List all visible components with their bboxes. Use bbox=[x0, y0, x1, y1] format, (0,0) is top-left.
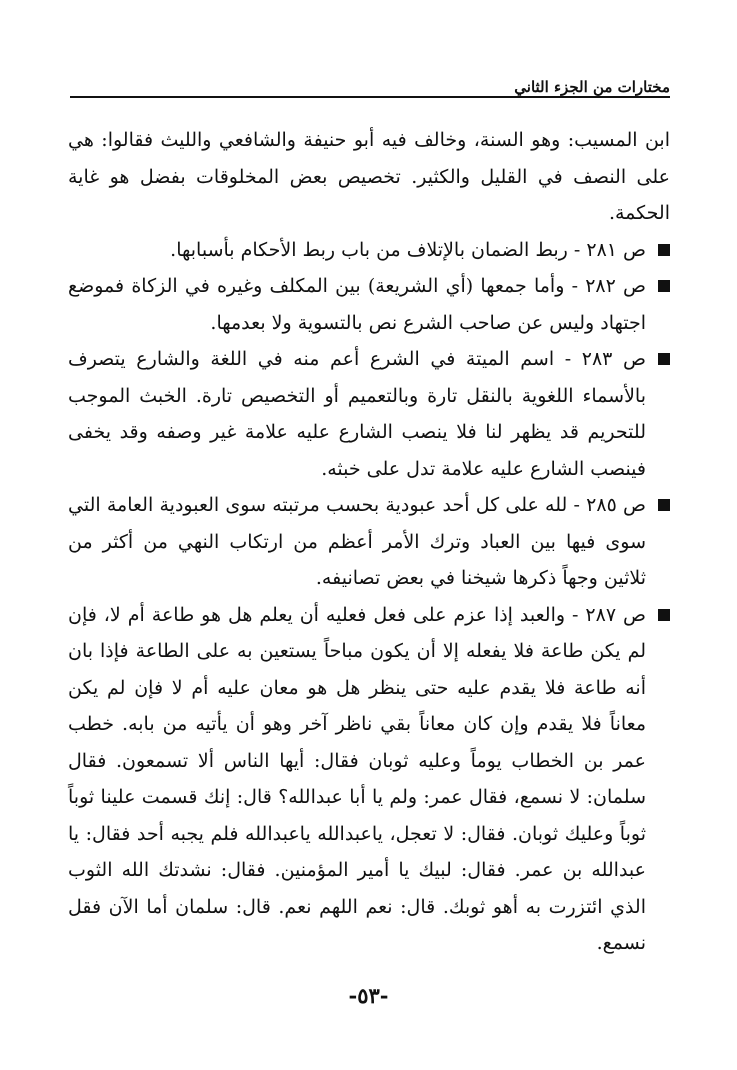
entry-page-287 bbox=[68, 597, 670, 962]
entry-page-282 bbox=[68, 268, 670, 341]
intro-paragraph: ابن المسيب: وهو السنة، وخالف فيه أبو حنيفة والشافعي والليث فقالوا: هي على النصف في القليل والكثير. تخصيص بعض المخلوقات بفضل هو غاية الحكمة. bbox=[68, 129, 670, 224]
square-bullet-icon bbox=[658, 244, 670, 256]
page-number: -٥٣- bbox=[348, 983, 389, 1008]
entry-text: ص ٢٨٧ - والعبد إذا عزم على فعل فعليه أن يعلم هل هو طاعة أم لا، فإن لم يكن طاعة فلا يفعله إلا أن يكون مباحاً يستعين به على الطاعة فإذا بان أنه طاعة فلا يقدم عليه حتى ينظر هل هو معان عليه أم لا فإن لم يكن معاناً فلا يقدم وإن كان معاناً بقي ناظر آخر وهو أن يأتيه من بابه. خطب عمر بن الخطاب يوماً وعليه ثوبان فقال: أيها الناس ألا تسمعون. فقال سلمان: لا نسمع، فقال عمر: ولم يا أبا عبدالله؟ قال: إنك قسمت علينا ثوباً ثوباً وعليك ثوبان. فقال: لا تعجل، ياعبدالله ياعبدالله فلم يجبه أحد فقال: يا عبدالله بن عمر. فقال: لبيك يا أمير المؤمنين. فقال: نشدتك الله الثوب الذي ائتزرت به أهو ثوبك. قال: نعم اللهم نعم. قال: سلمان أما الآن فقل نسمع. bbox=[68, 603, 646, 954]
body-text bbox=[68, 122, 670, 962]
square-bullet-icon bbox=[658, 353, 670, 365]
square-bullet-icon bbox=[658, 499, 670, 511]
square-bullet-icon bbox=[658, 280, 670, 292]
entry-text: ص ٢٨٢ - وأما جمعها (أي الشريعة) بين المكلف وغيره في الزكاة فموضع اجتهاد وليس عن صاحب الشرع نص بالتسوية ولا بعدمها. bbox=[68, 275, 646, 334]
entry-page-281 bbox=[68, 232, 670, 269]
entry-page-285 bbox=[68, 487, 670, 597]
running-header bbox=[70, 78, 670, 104]
square-bullet-icon bbox=[658, 609, 670, 621]
entry-text: ص ٢٨١ - ربط الضمان بالإتلاف من باب ربط الأحكام بأسبابها. bbox=[170, 238, 646, 261]
running-title: مختارات من الجزء الثاني bbox=[508, 78, 670, 96]
entry-page-283 bbox=[68, 341, 670, 487]
entry-text: ص ٢٨٣ - اسم الميتة في الشرع أعم منه في اللغة والشارع يتصرف بالأسماء اللغوية بالنقل تارة وبالتعميم أو التخصيص تارة. الخبث الموجب للتحريم قد يظهر لنا فلا ينصب الشارع عليه علامة غير وصفه وقد يخفى فينصب الشارع عليه علامة تدل على خبثه. bbox=[68, 348, 646, 480]
header-rule bbox=[70, 96, 670, 98]
entry-text: ص ٢٨٥ - لله على كل أحد عبودية بحسب مرتبته سوى العبودية العامة التي سوى فيها بين العباد وترك الأمر أعظم من ارتكاب النهي من أكثر من ثلاثين وجهاً ذكرها شيخنا في بعض تصانيفه. bbox=[68, 494, 646, 589]
